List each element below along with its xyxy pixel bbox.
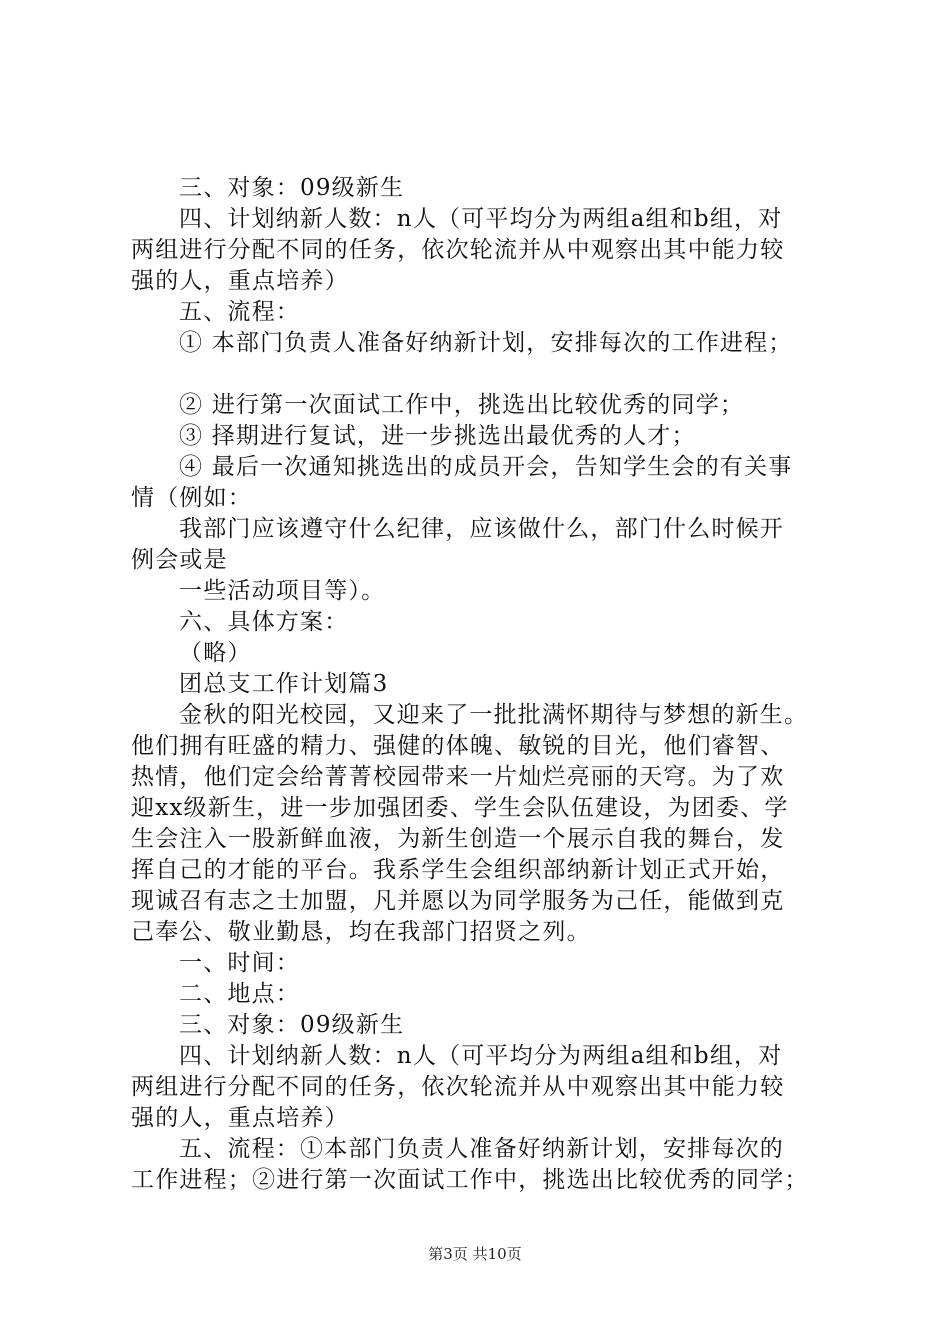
paragraph-line: 己奉公、敬业勤恳，均在我部门招贤之列。 bbox=[131, 919, 591, 945]
paragraph-line: 迎xx级新生，进一步加强团委、学生会队伍建设，为团委、学 bbox=[131, 795, 789, 821]
blank-line bbox=[131, 359, 837, 390]
paragraph-line: 强的人，重点培养） bbox=[131, 1105, 349, 1131]
paragraph-line: 三、对象：09级新生 bbox=[179, 1012, 405, 1038]
paragraph-line: 金秋的阳光校园，又迎来了一批批满怀期待与梦想的新生。 bbox=[179, 702, 809, 728]
page-footer bbox=[0, 1244, 950, 1264]
paragraph-line: 五、流程：①本部门负责人准备好纳新计划，安排每次的 bbox=[179, 1136, 784, 1162]
paragraph-line: 两组进行分配不同的任务，依次轮流并从中观察出其中能力较 bbox=[131, 1074, 785, 1100]
paragraph-line: 生会注入一股新鲜血液，为新生创造一个展示自我的舞台，发 bbox=[131, 826, 785, 852]
paragraph-line: 一、时间： bbox=[179, 950, 300, 976]
paragraph-line: 四、计划纳新人数：n人（可平均分为两组a组和b组，对 bbox=[179, 206, 783, 232]
section-heading: 团总支工作计划篇3 bbox=[179, 671, 389, 697]
paragraph-line: 工作进程；②进行第一次面试工作中，挑选出比较优秀的同学； bbox=[131, 1167, 809, 1193]
paragraph-line: 一些活动项目等）。 bbox=[179, 578, 386, 604]
paragraph-line: ② 进行第一次面试工作中，挑选出比较优秀的同学； bbox=[179, 392, 745, 418]
paragraph-line: 例会或是 bbox=[131, 547, 228, 573]
paragraph-line: 挥自己的才能的平台。我系学生会组织部纳新计划正式开始， bbox=[131, 857, 785, 883]
paragraph-line: 热情，他们定会给菁菁校园带来一片灿烂亮丽的天穹。为了欢 bbox=[131, 764, 785, 790]
paragraph-line: 现诚召有志之士加盟，凡并愿以为同学服务为己任，能做到克 bbox=[131, 888, 785, 914]
paragraph-line: （略） bbox=[179, 640, 252, 666]
paragraph-line: ④ 最后一次通知挑选出的成员开会，告知学生会的有关事 bbox=[179, 454, 793, 480]
paragraph-line: 强的人，重点培养） bbox=[131, 268, 349, 294]
document-body bbox=[131, 173, 837, 1196]
paragraph-line: 两组进行分配不同的任务，依次轮流并从中观察出其中能力较 bbox=[131, 237, 785, 263]
paragraph-line: ① 本部门负责人准备好纳新计划，安排每次的工作进程； bbox=[179, 330, 793, 356]
paragraph-line: 我部门应该遵守什么纪律，应该做什么，部门什么时候开 bbox=[179, 516, 784, 542]
paragraph-line: 五、流程： bbox=[179, 299, 300, 325]
paragraph-line: ③ 择期进行复试，进一步挑选出最优秀的人才； bbox=[179, 423, 696, 449]
paragraph-line: 情（例如： bbox=[131, 485, 252, 511]
page-number: 第3页 共10页 bbox=[428, 1245, 522, 1263]
paragraph-line: 三、对象：09级新生 bbox=[179, 175, 405, 201]
paragraph-line: 六、具体方案： bbox=[179, 609, 349, 635]
paragraph-line: 他们拥有旺盛的精力、强健的体魄、敏锐的目光，他们睿智、 bbox=[131, 733, 785, 759]
paragraph-line: 四、计划纳新人数：n人（可平均分为两组a组和b组，对 bbox=[179, 1043, 783, 1069]
paragraph-line: 二、地点： bbox=[179, 981, 300, 1007]
